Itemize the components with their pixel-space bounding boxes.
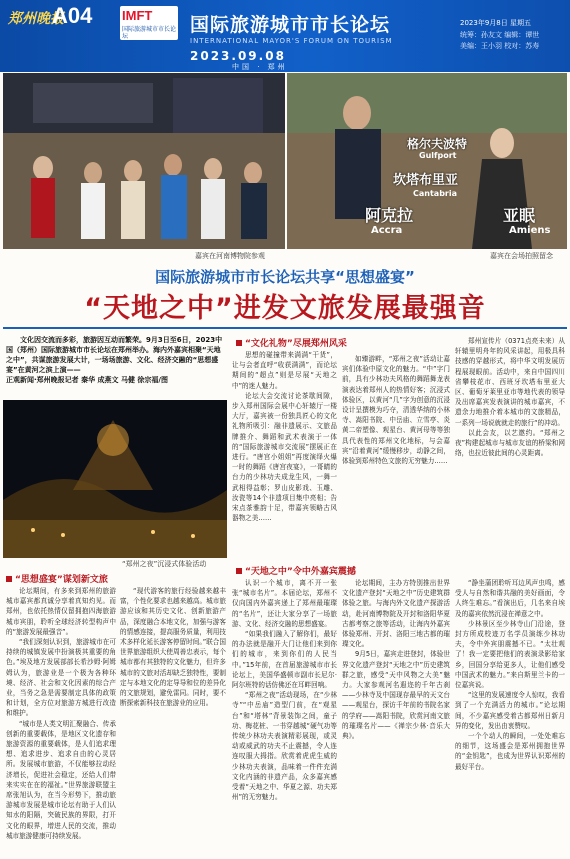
city-sign: Accra <box>371 225 403 236</box>
issue-date: 2023年9月8日 星期五 <box>460 19 531 27</box>
section-title: “思想盛宴”谋划新文旅 <box>15 575 108 585</box>
text-column <box>232 578 337 856</box>
paragraph: 论坛大会交流讨论茶歇间隙，步入郑州国际会展中心轩辕厅一楼大厅，嘉宾被一份独具匠心的文化礼物所吸引：融非遗展示、文旅品牌推介、舞蹈和武术表演于一体的“国际旅游城市交流展”摆展正在进行。“唐宫小姐姐”再度演绎火爆一时的舞蹈《唐宫夜宴》，一哥睛的台力的少林功夫成龙生风，一舞一武相得益彰；罗山皮影戏、玉雕、汝瓷等14个非遗项目集中亮相；告宋点茶雅韵十足，带嘉宾领略古风器物之美…… <box>232 391 337 523</box>
group-photo <box>287 73 567 249</box>
section-heading-1 <box>6 572 108 585</box>
editor-line: 统筹：孙友文 编辑：谭世 <box>460 31 540 39</box>
paragraph: 论坛期间，有多来到郑州的旅游城市嘉宾都真诚分享着真知灼见。而郑州，也依托热情仅留拥抱四海旅游城市宾朋，聆听全球经济转型构声中的“旅游发展最强音”。 <box>6 587 116 636</box>
byline: 正观新闻·郑州晚报记者 秦华 成燕文 马健 徐宗福/图 <box>6 376 168 384</box>
text-column <box>6 586 116 856</box>
text-column <box>342 578 450 856</box>
paragraph: “静坐蒲团聆听耳边风声虫鸣，感受人与自然和谐共融的美好画面，令人终生难忘。”看演出后，几名来自埃及的嘉宾依然沉浸在禅意之中。 <box>455 579 565 618</box>
kicker-headline: 国际旅游城市市长论坛共享“思想盛宴” <box>155 268 415 286</box>
forum-date: 2023.09.08 <box>190 49 286 63</box>
city-sign: Gulfport <box>419 151 457 160</box>
forum-logo-text: IMFT <box>122 8 153 23</box>
paragraph: “如果我们融入了解你们，最好的办法就是融开大门让他们来到你们的城市，来到你们的人民当中。”15年前，在首届旅游城市市长论坛上，美国华盛顿市副市长尼尔·阿尔班特的话仿佛还在耳畔回响。 <box>232 630 337 690</box>
lead-text: 文化因交流而多彩，旅游因互动而繁荣。9月3日至6日，2023中国（郑州）国际旅游城市市长论坛在郑州举办。海内外嘉宾相聚“天地之中”，共谋旅游发展大计，一场场旅游、文化、经济交融的“思想盛宴”在黄河之滨上演—— <box>6 336 223 374</box>
headline-rule <box>3 327 567 329</box>
paragraph: “郑州之夜”活动现场，在“少林寺”“中岳庙”造型门前，在“观星台”和“塔林”背景装饰之间，童子功、梅花桩、一书穿越城“硬气功等传统少林功夫表演精彩展现，或灵动或威武的功夫不止震撼，令人连连叹服大拇指。欣赏着虎虎生威的少林功夫表演，品味着一件件充满文化内涵的非遗产品，众多嘉宾感受着“天地之中、华夏之源、功夫郑州”的无穷魅力。 <box>232 691 337 802</box>
city-sign: 格尔夫波特 <box>407 137 468 151</box>
city-sign: 亚眠 <box>503 206 536 225</box>
photo-caption: “郑州之夜”沉浸式体验活动 <box>122 560 207 568</box>
paragraph: “这里的发展速度令人惊叹，我看到了一个充满活力的城市。”论坛期间，不少嘉宾感受着古都郑州日新月异的变化，发出由衷赞叹。 <box>455 691 565 730</box>
museum-visit-photo <box>3 73 285 249</box>
paragraph: 认识一个城市，离不开一张张“城市名片”。本届论坛，郑州不仅向国内外嘉宾递上了郑州最璀璨的“名片”，还让大家分享了一场旅游、文化、经济交融的思想盛宴。 <box>232 579 337 628</box>
article-lead <box>6 335 226 385</box>
paragraph: “城市是人类文明汇聚融合、传承创新的重要载体，是地区文化遗存和旅游资源的重要载体，是人们追求理想、追求进步、追求自由的心灵居所。发展城市旅游，不仅能够拉动经济增长，促进社会稳定，还给人们带来实实在在的福祉。”世界旅游联盟主席张旭认为，在当今形势下，推动旅游城市发展是城市论坛有助于人们认知水的阳隔，突破民族的界限，打开文化的眼界，增进人民的交流，推动城市旅游健康可持续发展。 <box>6 719 116 840</box>
paragraph: 少林景区至少林寺山门沿途，登封方所成校迹万名学员演练少林功夫，令中外宾朋震撼不已。“太壮观了！我一定要把他们的表演录影给家乡，回国分享给更多人，让他们感受中国武术的魅力。”来自斯里兰卡的一位嘉宾说。 <box>455 619 565 690</box>
section-heading-2 <box>236 336 347 349</box>
main-headline: “天地之中”进发文旅发展最强音 <box>84 293 486 324</box>
section-marker <box>236 568 242 574</box>
editor-credits <box>460 30 539 52</box>
photo-caption: 嘉宾在会场拍照留念 <box>490 252 553 260</box>
paragraph: “现代游客的旅行经验越来越丰富，个性化要求也越来越高。城市旅游应该和其历史文化、创新旅游产品，深度融合本地文化，加强与游客的情感连接，提高服务质量，利用技术多样化延长游客停留时间。”联合国世界旅游组织大使周善忠表示，每个城市都有其独特的文化魅力，但许多城市的文旅对活却缺乏独特性，要制定与本地文化的定导导和位的差异化的文旅规划，避免雷同。同时，要不断探索新科技在旅游业的应用。 <box>120 587 226 708</box>
section-title: “文化礼物”尽展郑州风采 <box>245 339 347 349</box>
forum-logo-subtitle: 国际旅游城市市长论坛 <box>122 26 177 40</box>
zhengzhou-night-photo <box>3 400 227 558</box>
photo-caption: 嘉宾在河南博物院参观 <box>195 252 265 260</box>
text-column <box>232 350 337 558</box>
paragraph: 一个个动人的瞬间，一处处难忘的细节，这场盛会是郑州拥抱世界的“金钥匙”，也成为世界认识郑州的最好平台。 <box>455 732 565 771</box>
text-column <box>120 586 226 856</box>
paragraph: 论坛期间，主办方特别推出世界文化遗产登封“天地之中”历史建筑群体验之旅。与海内外文化遗产探游活动，赴河南博物院及开封和洛阳华夏古都考察之旅等活动，让海内外嘉宾体验郑州、开封、洛阳三地古都的璀璨文化。 <box>342 579 450 649</box>
editor-line: 美编：王小羽 校对：苏寿 <box>460 42 540 50</box>
section-title: “天地之中”令中外嘉宾震撼 <box>245 567 356 577</box>
section-heading-3 <box>236 564 356 577</box>
text-column <box>455 578 565 856</box>
city-sign: 坎塔布里亚 <box>393 173 459 188</box>
section-marker <box>6 576 12 582</box>
paragraph: 郑州宣传片（0371点亮未来）从轩辕里明舟年的风采讲起，用极具科技感的穿越形式，将中华文明发展历程展现眼前。活动中，来自中国四川省攀枝花市、西班牙坎塔布里亚大区、葡萄牙莱里亚市等地代表的领导及出席嘉宾发表演讲的城市嘉宾，不遗余力地推介着本城市的文旅精品，一系列一场说就就走的旅行“的冲动。 <box>455 337 565 427</box>
forum-location: 中国 · 郑州 <box>232 63 288 71</box>
page-number: A04 <box>52 3 93 28</box>
city-sign: 阿克拉 <box>365 206 414 225</box>
forum-title-en: INTERNATIONAL MAYOR'S FORUM ON TOURISM <box>190 37 393 45</box>
text-column <box>342 354 450 558</box>
paragraph: “我们深刻认识到，旅游城市在可持续的城镇发展中扮演极其重要的角色。”埃及地方发展部部长希沙姆·阿姆姆认为，旅游业是一个极为各种环境、经济、社会和文化因素的综合产业，当务之急是需要制定具体的政策和计划，全方位对旅游方城进行改造和维护。 <box>6 638 116 718</box>
forum-title: 国际旅游城市市长论坛 <box>190 14 391 36</box>
paragraph: 9月5日，嘉宾走进登封，体验世界文化遗产登封“天地之中”历史建筑群之旅，感受“天中风物之大美”魅力。大家参观河名遐迩的千年古刹——少林寺及中国现存最早的天文台——观星台，探访千年前的书院名家的学府——嵩阳书院，欣赏河南文旅的璀璨名片——《禅宗少林·音乐大典》。 <box>342 650 450 741</box>
city-sign: Cantabria <box>413 189 457 198</box>
city-sign: Amiens <box>509 225 551 236</box>
paper-name: 郑州晚报 <box>8 11 64 27</box>
paragraph: 如臻游畔，“郑州之夜”活动让嘉宾们体验中原文化的魅力。“中”字门前，具有少林功夫风格的舞蹈舞龙表演表达着郑州人的热情好客；沉浸式体验区，以黄河“几”字为创意的沉浸设计呈撰模为巧夺，清透华纳的小林寺、嵩阳书院、中岳庙、立雪亭、炎黄二帝塑像、观星台、黄河母等等独具代表性的郑州文化地标，与会嘉宾“沿着黄河”缓慢移步，动静之间，体验到郑州特色文旅的无穷魅力…… <box>342 355 450 466</box>
paragraph: 以此会友，以艺邀约。“郑州之夜”构建起城市与城市友谊的桥梁和网络，也拉近彼此间的心灵距离。 <box>455 428 565 458</box>
text-column <box>455 336 565 558</box>
section-marker <box>236 340 242 346</box>
paragraph: 思想的碰撞带来满满“干货”，让与会者直呼“收获满满”，而论坛期间的“超点”则是尽展“天地之中”的迷人魅力。 <box>232 351 337 390</box>
